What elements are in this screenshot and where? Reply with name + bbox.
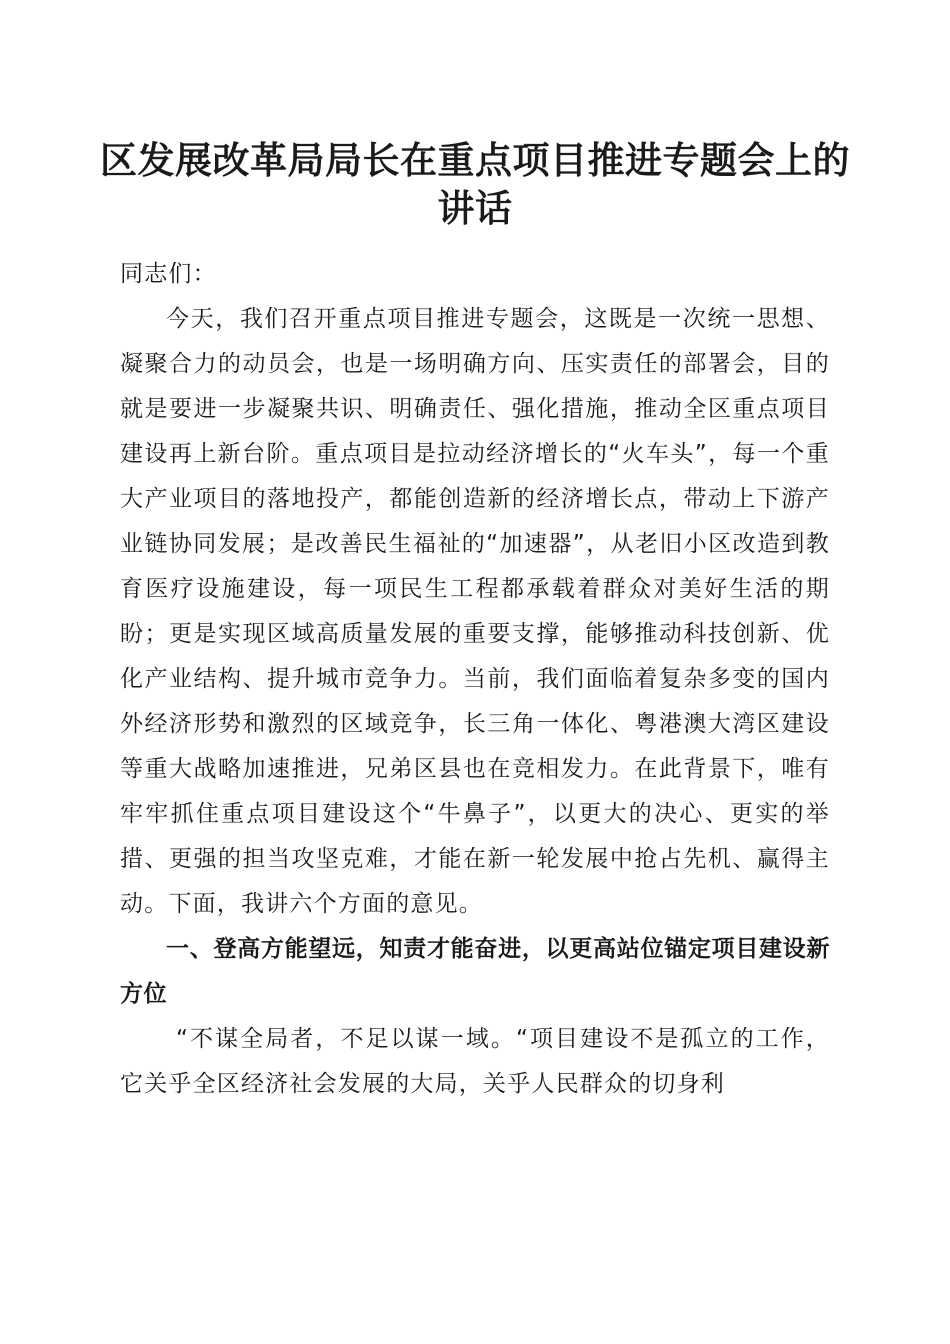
paragraph-quote: “不谋全局者，不足以谋一域。“项目建设不是孤立的工作，它关乎全区经济社会发展的大局，关乎人民群众的切身利 [120, 1026, 830, 1097]
section-heading-1: 一、登高方能望远，知责才能奋进，以更高站位锚定项目建设新方位 [120, 936, 830, 1007]
salutation: 同志们： [120, 261, 217, 287]
document-title: 区发展改革局局长在重点项目推进专题会上的讲话 [100, 138, 850, 230]
paragraph-intro: 今天，我们召开重点项目推进专题会，这既是一次统一思想、凝聚合力的动员会，也是一场明确方向、压实责任的部署会，目的就是要进一步凝聚共识、明确责任、强化措施，推动全区重点项目建设再上新台阶。重点项目是拉动经济增长的“火车头”，每一个重大产业项目的落地投产，都能创造新的经济增长点，带动上下游产业链协同发展；是改善民生福祉的“加速器”，从老旧小区改造到教育医疗设施建设，每一项民生工程都承载着群众对美好生活的期盼；更是实现区域高质量发展的重要支撑，能够推动科技创新、优化产业结构、提升城市竞争力。当前，我们面临着复杂多变的国内外经济形势和激烈的区域竞争，长三角一体化、粤港澳大湾区建设等重大战略加速推进，兄弟区县也在竞相发力。在此背景下，唯有牢牢抓住重点项目建设这个“牛鼻子”，以更大的决心、更实的举措、更强的担当攻坚克难，才能在新一轮发展中抢占先机、赢得主动。下面，我讲六个方面的意见。 [120, 306, 830, 917]
document-body [120, 252, 830, 1107]
